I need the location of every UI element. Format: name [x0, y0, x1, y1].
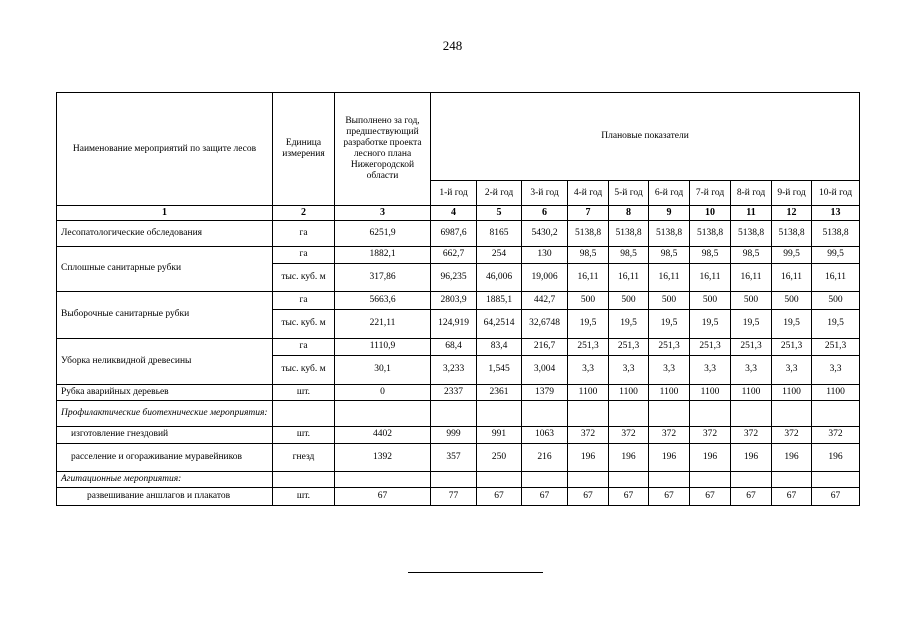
value-cell: 216,7: [522, 338, 568, 355]
value-cell: 216: [522, 443, 568, 471]
header-measure-name: Наименование мероприятий по защите лесов: [57, 93, 273, 206]
value-cell: 67: [522, 487, 568, 505]
value-cell: 16,11: [731, 263, 772, 291]
header-year: 7-й год: [690, 181, 731, 206]
measure-name: Выборочные санитарные рубки: [57, 291, 273, 338]
value-cell: 67: [477, 487, 522, 505]
value-cell: 19,5: [649, 309, 690, 338]
value-cell: 251,3: [812, 338, 860, 355]
section-title: Агитационные мероприятия:: [57, 471, 273, 487]
header-year: 10-й год: [812, 181, 860, 206]
unit-cell: тыс. куб. м: [273, 263, 335, 291]
footer-divider: [408, 572, 543, 573]
value-cell: 250: [477, 443, 522, 471]
value-cell: 196: [649, 443, 690, 471]
value-cell: 99,5: [772, 246, 812, 263]
value-cell: 357: [431, 443, 477, 471]
value-cell: 5138,8: [609, 220, 649, 246]
value-cell: 16,11: [772, 263, 812, 291]
table-row: [57, 443, 860, 471]
page-number: 248: [442, 38, 463, 53]
table-row: [57, 338, 860, 355]
value-cell: 19,006: [522, 263, 568, 291]
measure-name: расселение и огораживание муравейников: [57, 443, 273, 471]
done-cell: 1110,9: [335, 338, 431, 355]
header-unit: Единица измерения: [273, 93, 335, 206]
value-cell: 16,11: [609, 263, 649, 291]
column-number: 5: [477, 206, 522, 221]
value-cell: 5138,8: [568, 220, 609, 246]
done-cell: 30,1: [335, 355, 431, 384]
value-cell: 1063: [522, 426, 568, 443]
done-cell: 4402: [335, 426, 431, 443]
value-cell: 2361: [477, 384, 522, 400]
column-number: 11: [731, 206, 772, 221]
value-cell: 251,3: [690, 338, 731, 355]
value-cell: 83,4: [477, 338, 522, 355]
value-cell: 3,3: [568, 355, 609, 384]
value-cell: 500: [731, 291, 772, 309]
value-cell: 251,3: [649, 338, 690, 355]
column-number: 7: [568, 206, 609, 221]
value-cell: 96,235: [431, 263, 477, 291]
header-row: [57, 93, 860, 181]
measure-name: изготовление гнездовий: [57, 426, 273, 443]
value-cell: 19,5: [690, 309, 731, 338]
value-cell: 196: [812, 443, 860, 471]
value-cell: 1,545: [477, 355, 522, 384]
done-cell: 1392: [335, 443, 431, 471]
value-cell: 251,3: [609, 338, 649, 355]
value-cell: 991: [477, 426, 522, 443]
unit-cell: га: [273, 246, 335, 263]
unit-cell: шт.: [273, 426, 335, 443]
value-cell: 3,3: [690, 355, 731, 384]
value-cell: 5138,8: [649, 220, 690, 246]
table-row: [57, 291, 860, 309]
column-number: 12: [772, 206, 812, 221]
value-cell: 662,7: [431, 246, 477, 263]
value-cell: 64,2514: [477, 309, 522, 338]
value-cell: 442,7: [522, 291, 568, 309]
column-number: 9: [649, 206, 690, 221]
column-number: 2: [273, 206, 335, 221]
value-cell: 3,233: [431, 355, 477, 384]
measure-name: Рубка аварийных деревьев: [57, 384, 273, 400]
value-cell: 1100: [731, 384, 772, 400]
value-cell: 3,3: [731, 355, 772, 384]
value-cell: 500: [812, 291, 860, 309]
value-cell: 1100: [772, 384, 812, 400]
value-cell: 3,004: [522, 355, 568, 384]
value-cell: 1100: [649, 384, 690, 400]
forest-protection-table: [56, 92, 860, 506]
column-number: 8: [609, 206, 649, 221]
value-cell: 251,3: [731, 338, 772, 355]
unit-cell: тыс. куб. м: [273, 355, 335, 384]
table-section-row: [57, 400, 860, 426]
value-cell: 67: [690, 487, 731, 505]
value-cell: 67: [731, 487, 772, 505]
value-cell: 196: [690, 443, 731, 471]
value-cell: 372: [772, 426, 812, 443]
value-cell: 32,6748: [522, 309, 568, 338]
value-cell: 1100: [568, 384, 609, 400]
value-cell: 67: [649, 487, 690, 505]
unit-cell: шт.: [273, 384, 335, 400]
done-cell: 67: [335, 487, 431, 505]
value-cell: 2803,9: [431, 291, 477, 309]
value-cell: 500: [609, 291, 649, 309]
value-cell: 19,5: [772, 309, 812, 338]
table-section-row: [57, 471, 860, 487]
measure-name: Уборка неликвидной древесины: [57, 338, 273, 384]
value-cell: 500: [690, 291, 731, 309]
value-cell: 16,11: [812, 263, 860, 291]
value-cell: 67: [812, 487, 860, 505]
header-year: 9-й год: [772, 181, 812, 206]
section-title: Профилактические биотехнические мероприятия:: [57, 400, 273, 426]
header-year: 5-й год: [609, 181, 649, 206]
value-cell: 500: [772, 291, 812, 309]
value-cell: 372: [568, 426, 609, 443]
column-number: 6: [522, 206, 568, 221]
done-cell: 1882,1: [335, 246, 431, 263]
value-cell: 372: [731, 426, 772, 443]
value-cell: 1379: [522, 384, 568, 400]
value-cell: 98,5: [649, 246, 690, 263]
value-cell: 251,3: [568, 338, 609, 355]
value-cell: 372: [649, 426, 690, 443]
value-cell: 16,11: [649, 263, 690, 291]
value-cell: 5138,8: [772, 220, 812, 246]
value-cell: 1100: [812, 384, 860, 400]
done-cell: 221,11: [335, 309, 431, 338]
value-cell: 3,3: [609, 355, 649, 384]
value-cell: 5138,8: [812, 220, 860, 246]
value-cell: 16,11: [690, 263, 731, 291]
unit-cell: га: [273, 291, 335, 309]
column-numbers-row: [57, 206, 860, 221]
value-cell: 1100: [609, 384, 649, 400]
value-cell: 19,5: [731, 309, 772, 338]
value-cell: 196: [772, 443, 812, 471]
column-number: 1: [57, 206, 273, 221]
table-row: [57, 487, 860, 505]
value-cell: 5138,8: [690, 220, 731, 246]
header-year: 2-й год: [477, 181, 522, 206]
value-cell: 372: [812, 426, 860, 443]
unit-cell: га: [273, 220, 335, 246]
column-number: 10: [690, 206, 731, 221]
unit-cell: шт.: [273, 487, 335, 505]
value-cell: 5430,2: [522, 220, 568, 246]
value-cell: 124,919: [431, 309, 477, 338]
value-cell: 46,006: [477, 263, 522, 291]
value-cell: 16,11: [568, 263, 609, 291]
done-cell: 5663,6: [335, 291, 431, 309]
done-cell: 0: [335, 384, 431, 400]
value-cell: 77: [431, 487, 477, 505]
header-year: 4-й год: [568, 181, 609, 206]
measure-name: развешивание аншлагов и плакатов: [57, 487, 273, 505]
done-cell: 6251,9: [335, 220, 431, 246]
header-year: 3-й год: [522, 181, 568, 206]
header-done-prior-year: Выполнено за год, предшествующий разработке проекта лесного плана Нижегородской области: [335, 93, 431, 206]
table-row: [57, 220, 860, 246]
value-cell: 3,3: [649, 355, 690, 384]
value-cell: 67: [609, 487, 649, 505]
done-cell: 317,86: [335, 263, 431, 291]
value-cell: 3,3: [812, 355, 860, 384]
value-cell: 19,5: [609, 309, 649, 338]
unit-cell: га: [273, 338, 335, 355]
value-cell: 500: [568, 291, 609, 309]
header-year: 6-й год: [649, 181, 690, 206]
value-cell: 196: [731, 443, 772, 471]
value-cell: 5138,8: [731, 220, 772, 246]
value-cell: 254: [477, 246, 522, 263]
value-cell: 8165: [477, 220, 522, 246]
value-cell: 130: [522, 246, 568, 263]
value-cell: 6987,6: [431, 220, 477, 246]
value-cell: 3,3: [772, 355, 812, 384]
header-plan-indicators: Плановые показатели: [431, 93, 860, 181]
measure-name: Лесопатологические обследования: [57, 220, 273, 246]
table-row: [57, 426, 860, 443]
value-cell: 99,5: [812, 246, 860, 263]
measure-name: Сплошные санитарные рубки: [57, 246, 273, 291]
value-cell: 196: [568, 443, 609, 471]
header-year: 1-й год: [431, 181, 477, 206]
value-cell: 251,3: [772, 338, 812, 355]
value-cell: 999: [431, 426, 477, 443]
value-cell: 67: [568, 487, 609, 505]
table-row: [57, 246, 860, 263]
value-cell: 2337: [431, 384, 477, 400]
value-cell: 500: [649, 291, 690, 309]
value-cell: 19,5: [812, 309, 860, 338]
value-cell: 372: [609, 426, 649, 443]
unit-cell: гнезд: [273, 443, 335, 471]
value-cell: 1885,1: [477, 291, 522, 309]
value-cell: 1100: [690, 384, 731, 400]
value-cell: 98,5: [609, 246, 649, 263]
value-cell: 98,5: [690, 246, 731, 263]
column-number: 3: [335, 206, 431, 221]
value-cell: 19,5: [568, 309, 609, 338]
column-number: 4: [431, 206, 477, 221]
header-year: 8-й год: [731, 181, 772, 206]
value-cell: 196: [609, 443, 649, 471]
column-number: 13: [812, 206, 860, 221]
value-cell: 68,4: [431, 338, 477, 355]
value-cell: 98,5: [731, 246, 772, 263]
value-cell: 98,5: [568, 246, 609, 263]
value-cell: 67: [772, 487, 812, 505]
table-row: [57, 384, 860, 400]
value-cell: 372: [690, 426, 731, 443]
unit-cell: тыс. куб. м: [273, 309, 335, 338]
